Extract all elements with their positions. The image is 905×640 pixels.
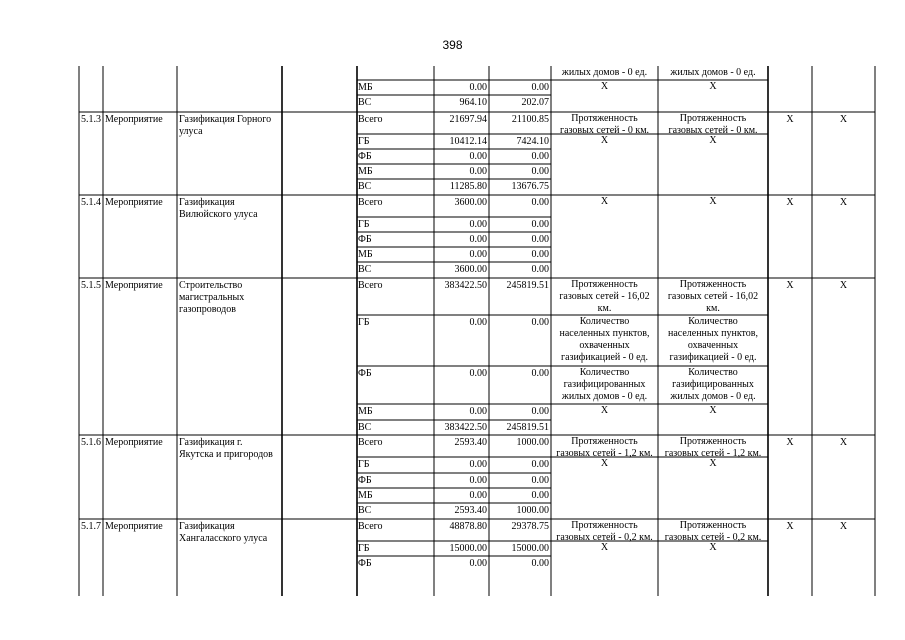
funding-source: МБ bbox=[358, 490, 373, 501]
actual-amount: 0.00 bbox=[531, 249, 549, 260]
funding-source: МБ bbox=[358, 406, 373, 417]
indicator-plan: Х bbox=[600, 81, 609, 92]
item-name: улуса bbox=[179, 126, 203, 137]
planned-amount: 0.00 bbox=[469, 475, 487, 486]
check-x: Х bbox=[786, 197, 794, 208]
planned-amount: 3600.00 bbox=[454, 264, 487, 275]
planned-amount: 2593.40 bbox=[454, 437, 487, 448]
item-number: 5.1.7 bbox=[81, 521, 101, 532]
indicator-fact: Количество bbox=[688, 367, 738, 378]
actual-amount: 1000.00 bbox=[516, 437, 549, 448]
planned-amount: 0.00 bbox=[469, 558, 487, 569]
indicator-fact: жилых домов - 0 ед. bbox=[670, 391, 756, 402]
actual-amount: 0.00 bbox=[531, 82, 549, 93]
item-number: 5.1.6 bbox=[81, 437, 101, 448]
check-x: Х bbox=[839, 280, 848, 291]
indicator-fact: газификацией - 0 ед. bbox=[669, 352, 757, 363]
item-name: Якутска и пригородов bbox=[179, 449, 273, 460]
indicator-plan: жилых домов - 0 ед. bbox=[561, 67, 648, 78]
item-number: 5.1.3 bbox=[81, 114, 101, 125]
item-type: Мероприятие bbox=[105, 437, 163, 448]
funding-source: МБ bbox=[358, 166, 373, 177]
indicator-fact: газовых сетей - 1,2 км. bbox=[664, 448, 762, 459]
funding-source: ФБ bbox=[358, 368, 372, 379]
indicator-plan: охваченных bbox=[579, 340, 630, 351]
indicator-plan: газифицированных bbox=[563, 379, 646, 390]
planned-amount: 2593.40 bbox=[454, 505, 487, 516]
indicator-fact: Протяженность bbox=[679, 279, 747, 290]
indicator-fact: Протяженность bbox=[679, 520, 747, 531]
actual-amount: 245819.51 bbox=[506, 280, 549, 291]
indicator-plan: газовых сетей - 16,02 bbox=[559, 291, 650, 302]
indicator-fact: жилых домов - 0 ед. bbox=[670, 67, 756, 78]
planned-amount: 11285.80 bbox=[449, 181, 487, 192]
funding-source: МБ bbox=[358, 249, 373, 260]
indicator-plan: Х bbox=[600, 405, 609, 416]
planned-amount: 383422.50 bbox=[444, 280, 487, 291]
planned-amount: 0.00 bbox=[469, 219, 487, 230]
indicator-fact: охваченных bbox=[687, 340, 739, 351]
indicator-plan: Протяженность bbox=[571, 113, 638, 124]
item-name: газопроводов bbox=[179, 304, 236, 315]
funding-source: ГБ bbox=[358, 459, 370, 470]
check-x: Х bbox=[786, 114, 794, 125]
funding-source: ВС bbox=[358, 505, 372, 516]
item-number: 5.1.5 bbox=[81, 280, 101, 291]
check-x: Х bbox=[786, 280, 794, 291]
actual-amount: 13676.75 bbox=[511, 181, 549, 192]
item-type: Мероприятие bbox=[105, 197, 163, 208]
indicator-fact: населенных пунктов, bbox=[667, 328, 759, 339]
planned-amount: 0.00 bbox=[469, 166, 487, 177]
page-number: 398 bbox=[442, 38, 463, 52]
indicator-fact: Протяженность bbox=[679, 436, 747, 447]
funding-source: ФБ bbox=[358, 151, 372, 162]
check-x: Х bbox=[839, 437, 848, 448]
actual-amount: 0.00 bbox=[531, 197, 549, 208]
actual-amount: 0.00 bbox=[531, 406, 549, 417]
actual-amount: 0.00 bbox=[531, 234, 549, 245]
planned-amount: 0.00 bbox=[469, 249, 487, 260]
planned-amount: 0.00 bbox=[469, 406, 487, 417]
funding-source: Всего bbox=[358, 114, 383, 125]
indicator-plan: газификацией - 0 ед. bbox=[560, 352, 649, 363]
indicator-fact: Х bbox=[709, 135, 717, 146]
planned-amount: 0.00 bbox=[469, 317, 487, 328]
indicator-fact: Х bbox=[709, 81, 717, 92]
actual-amount: 0.00 bbox=[531, 368, 549, 379]
indicator-fact: газовых сетей - 0 км. bbox=[668, 125, 758, 136]
funding-source: ГБ bbox=[358, 317, 370, 328]
indicator-plan: Количество bbox=[579, 367, 630, 378]
funding-source: ВС bbox=[358, 97, 372, 108]
item-name: Газификация г. bbox=[179, 437, 243, 448]
funding-source: Всего bbox=[358, 437, 383, 448]
planned-amount: 964.10 bbox=[459, 97, 487, 108]
actual-amount: 15000.00 bbox=[511, 543, 549, 554]
planned-amount: 48878.80 bbox=[449, 521, 487, 532]
actual-amount: 0.00 bbox=[531, 475, 549, 486]
planned-amount: 0.00 bbox=[469, 151, 487, 162]
actual-amount: 0.00 bbox=[531, 151, 549, 162]
item-type: Мероприятие bbox=[105, 521, 163, 532]
planned-amount: 0.00 bbox=[469, 368, 487, 379]
indicator-fact: газифицированных bbox=[672, 379, 754, 390]
indicator-plan: Х bbox=[600, 458, 609, 469]
planned-amount: 0.00 bbox=[469, 459, 487, 470]
check-x: Х bbox=[839, 114, 848, 125]
funding-source: Всего bbox=[358, 197, 383, 208]
actual-amount: 21100.85 bbox=[511, 114, 549, 125]
indicator-plan: Х bbox=[600, 196, 609, 207]
actual-amount: 0.00 bbox=[531, 459, 549, 470]
funding-source: Всего bbox=[358, 280, 383, 291]
planned-amount: 383422.50 bbox=[444, 422, 487, 433]
funding-source: Всего bbox=[358, 521, 383, 532]
actual-amount: 0.00 bbox=[531, 490, 549, 501]
funding-source: ФБ bbox=[358, 558, 372, 569]
item-name: Вилюйского улуса bbox=[179, 209, 258, 220]
item-number: 5.1.4 bbox=[81, 197, 101, 208]
planned-amount: 10412.14 bbox=[449, 136, 487, 147]
check-x: Х bbox=[786, 437, 794, 448]
indicator-plan: км. bbox=[597, 303, 612, 314]
indicator-plan: газовых сетей - 0,2 км. bbox=[556, 532, 653, 543]
funding-source: ВС bbox=[358, 264, 372, 275]
check-x: Х bbox=[839, 521, 848, 532]
indicator-plan: Х bbox=[600, 542, 609, 553]
indicator-plan: Протяженность bbox=[571, 436, 638, 447]
indicator-fact: газовых сетей - 16,02 bbox=[667, 291, 759, 302]
indicator-fact: Х bbox=[709, 458, 717, 469]
item-name: магистральных bbox=[179, 292, 245, 303]
item-name: Хангаласского улуса bbox=[179, 533, 268, 544]
indicator-fact: км. bbox=[706, 303, 720, 314]
item-name: Строительство bbox=[179, 280, 243, 291]
actual-amount: 0.00 bbox=[531, 264, 549, 275]
funding-source: ФБ bbox=[358, 234, 372, 245]
funding-source: МБ bbox=[358, 82, 373, 93]
actual-amount: 0.00 bbox=[531, 317, 549, 328]
indicator-plan: газовых сетей - 0 км. bbox=[559, 125, 650, 136]
indicator-plan: Количество bbox=[579, 316, 630, 327]
planned-amount: 0.00 bbox=[469, 82, 487, 93]
funding-source: ГБ bbox=[358, 136, 370, 147]
funding-source: ФБ bbox=[358, 475, 372, 486]
indicator-plan: населенных пунктов, bbox=[559, 328, 650, 339]
actual-amount: 1000.00 bbox=[516, 505, 549, 516]
actual-amount: 0.00 bbox=[531, 219, 549, 230]
funding-source: ГБ bbox=[358, 219, 370, 230]
check-x: Х bbox=[786, 521, 794, 532]
actual-amount: 202.07 bbox=[521, 97, 549, 108]
indicator-fact: Х bbox=[709, 405, 717, 416]
indicator-fact: газовых сетей - 0,2 км. bbox=[664, 532, 762, 543]
indicator-fact: Количество bbox=[688, 316, 738, 327]
funding-source: ВС bbox=[358, 181, 372, 192]
item-type: Мероприятие bbox=[105, 114, 163, 125]
indicator-plan: газовых сетей - 1,2 км. bbox=[556, 448, 653, 459]
planned-amount: 21697.94 bbox=[449, 114, 487, 125]
indicator-plan: Протяженность bbox=[571, 520, 638, 531]
indicator-fact: Х bbox=[709, 542, 717, 553]
actual-amount: 245819.51 bbox=[506, 422, 549, 433]
indicator-fact: Протяженность bbox=[679, 113, 747, 124]
actual-amount: 29378.75 bbox=[511, 521, 549, 532]
funding-source: ВС bbox=[358, 422, 372, 433]
planned-amount: 0.00 bbox=[469, 234, 487, 245]
check-x: Х bbox=[839, 197, 848, 208]
indicator-fact: Х bbox=[709, 196, 717, 207]
planned-amount: 3600.00 bbox=[454, 197, 487, 208]
indicator-plan: Х bbox=[600, 135, 609, 146]
indicator-plan: Протяженность bbox=[571, 279, 638, 290]
indicator-plan: жилых домов - 0 ед. bbox=[561, 391, 648, 402]
item-name: Газификация Горного bbox=[179, 114, 272, 125]
planned-amount: 0.00 bbox=[469, 490, 487, 501]
actual-amount: 0.00 bbox=[531, 166, 549, 177]
item-name: Газификация bbox=[179, 197, 235, 208]
item-name: Газификация bbox=[179, 521, 235, 532]
item-type: Мероприятие bbox=[105, 280, 163, 291]
funding-source: ГБ bbox=[358, 543, 370, 554]
planned-amount: 15000.00 bbox=[449, 543, 487, 554]
actual-amount: 7424.10 bbox=[516, 136, 549, 147]
actual-amount: 0.00 bbox=[531, 558, 549, 569]
